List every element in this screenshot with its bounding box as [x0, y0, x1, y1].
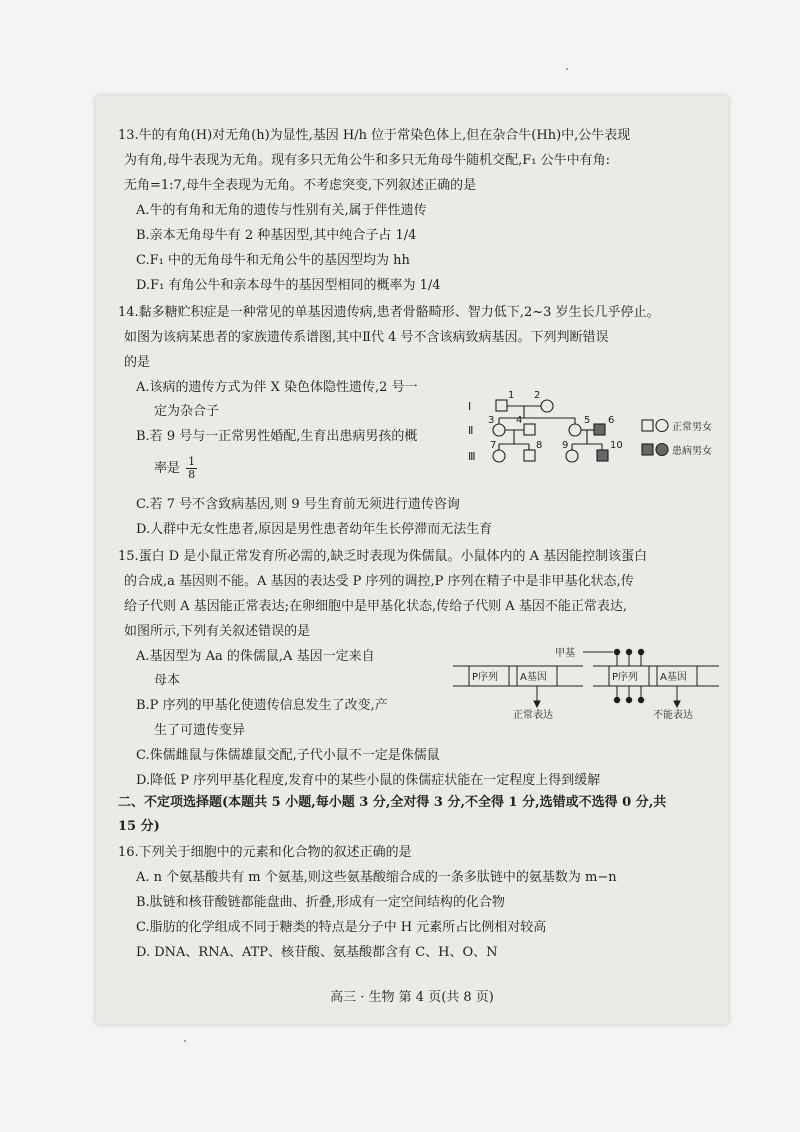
- q14-option-a-2: 定为杂合子: [154, 404, 220, 419]
- ped-4-normal-male: [524, 424, 535, 435]
- legend-affected-female: [656, 444, 668, 456]
- q14-option-a-1: A.该病的遗传方式为伴 X 染色体隐性遗传,2 号一: [136, 380, 418, 395]
- q14-option-b-2: [154, 456, 197, 481]
- speck: [566, 68, 568, 70]
- methyl-group: [626, 697, 632, 703]
- exam-page: [96, 96, 728, 1024]
- ped-number-5: 5: [584, 415, 591, 426]
- p-sequence-label: P序列: [472, 672, 499, 683]
- ped-8-normal-male: [524, 450, 535, 461]
- generation-label-3: Ⅲ: [468, 450, 476, 463]
- ped-number-8: 8: [536, 440, 543, 451]
- methyl-label: 甲基: [555, 648, 575, 659]
- q13-stem-3: 无角=1:7,母牛全表现为无角。不考虑突变,下列叙述正确的是: [124, 178, 477, 193]
- q15-option-d: D.降低 P 序列甲基化程度,发育中的某些小鼠的侏儒症状能在一定程度上得到缓解: [136, 773, 601, 788]
- ped-5-normal-female: [569, 424, 581, 436]
- legend-affected-label: 患病男女: [672, 446, 712, 457]
- speck: [184, 1040, 186, 1042]
- q16-option-b: B.肽链和核苷酸链都能盘曲、折叠,形成有一定空间结构的化合物: [136, 895, 505, 910]
- ped-number-7: 7: [490, 440, 497, 451]
- q15-option-c: C.侏儒雌鼠与侏儒雄鼠交配,子代小鼠不一定是侏儒鼠: [136, 748, 440, 763]
- q15-stem-1: 15.蛋白 D 是小鼠正常发育所必需的,缺乏时表现为侏儒鼠。小鼠体内的 A 基因能控制该蛋白: [118, 549, 648, 564]
- q13-stem-2: 为有角,母牛表现为无角。现有多只无角公牛和多只无角母牛随机交配,F₁ 公牛中有角:: [124, 153, 611, 168]
- a-gene-label: A基因: [660, 672, 687, 683]
- methylation-diagram: [451, 644, 721, 720]
- q15-option-b-2: 生了可遗传变异: [154, 723, 246, 738]
- a-gene-label: A基因: [520, 672, 547, 683]
- legend-normal-label: 正常男女: [672, 422, 712, 433]
- arrow-head: [534, 701, 540, 707]
- q15-stem-4: 如图所示,下列有关叙述错误的是: [124, 624, 311, 639]
- ped-number-9: 9: [562, 440, 569, 451]
- section-2-heading-2: 15 分): [118, 819, 160, 834]
- q14-option-d: D.人群中无女性患者,原因是男性患者幼年生长停滞而无法生育: [136, 522, 493, 537]
- methyl-group: [614, 649, 620, 655]
- methyl-group: [638, 649, 644, 655]
- q14-option-b-prefix: 率是: [154, 461, 181, 476]
- q15-stem-2: 的合成,a 基因则不能。A 基因的表达受 P 序列的调控,P 序列在精子中是非甲基化状态,传: [124, 574, 634, 589]
- q13-stem-1: 13.牛的有角(H)对无角(h)为显性,基因 H/h 位于常染色体上,但在杂合牛(Hh)中,公牛表现: [118, 128, 631, 143]
- q14-stem-2: 如图为该病某患者的家族遗传系谱图,其中Ⅱ代 4 号不含该病致病基因。下列判断错误: [124, 330, 609, 345]
- q16-option-c: C.脂肪的化学组成不同于糖类的特点是分子中 H 元素所占比例相对较高: [136, 920, 547, 935]
- q13-option-b: B.亲本无角母牛有 2 种基因型,其中纯合子占 1/4: [136, 228, 417, 243]
- q15-option-a-1: A.基因型为 Aa 的侏儒鼠,A 基因一定来自: [136, 649, 375, 664]
- ped-7-normal-female: [493, 450, 505, 462]
- ped-number-6: 6: [608, 415, 615, 426]
- q13-option-a: A.牛的有角和无角的遗传与性别有关,属于伴性遗传: [136, 203, 427, 218]
- ped-number-1: 1: [508, 390, 515, 401]
- generation-label-2: Ⅱ: [468, 424, 474, 437]
- ped-3-normal-female: [493, 424, 505, 436]
- ped-1-normal-male: [496, 400, 507, 411]
- section-2-heading-1: 二、不定项选择题(本题共 5 小题,每小题 3 分,全对得 3 分,不全得 1 分,选错或不选得 0 分,共: [118, 795, 667, 810]
- ped-number-2: 2: [534, 390, 541, 401]
- p-sequence-label: P序列: [612, 672, 639, 683]
- q14-option-c: C.若 7 号不含致病基因,则 9 号生育前无须进行遗传咨询: [136, 497, 460, 512]
- arrow-head: [674, 701, 680, 707]
- q16-stem: 16.下列关于细胞中的元素和化合物的叙述正确的是: [118, 845, 412, 860]
- legend-affected-male: [642, 444, 653, 455]
- ped-2-normal-female: [541, 400, 553, 412]
- methyl-group: [626, 649, 632, 655]
- q13-option-c: C.F₁ 中的无角母牛和无角公牛的基因型均为 hh: [136, 253, 410, 268]
- ped-10-affected-male: [597, 450, 608, 461]
- ped-number-4: 4: [516, 415, 523, 426]
- q15-option-b-1: B.P 序列的甲基化使遗传信息发生了改变,产: [136, 698, 388, 713]
- pedigree-chart: [466, 378, 716, 488]
- ped-9-normal-female: [566, 450, 578, 462]
- fraction: [186, 456, 197, 481]
- q14-stem-3: 的是: [124, 355, 151, 370]
- ped-6-affected-male: [594, 424, 605, 435]
- page-footer: 高三 · 生物 第 4 页(共 8 页): [330, 990, 494, 1005]
- legend-normal-male: [642, 420, 653, 431]
- q13-option-d: D.F₁ 有角公牛和亲本母牛的基因型相同的概率为 1/4: [136, 278, 441, 293]
- fraction-denominator: 8: [188, 468, 196, 481]
- no-expression-label: 不能表达: [653, 710, 693, 720]
- q16-option-a: A. n 个氨基酸共有 m 个氨基,则这些氨基酸缩合成的一条多肽链中的氨基数为 m−n: [136, 870, 617, 885]
- methyl-group: [614, 697, 620, 703]
- q15-stem-3: 给子代则 A 基因能正常表达;在卵细胞中是甲基化状态,传给子代则 A 基因不能正常表达,: [124, 599, 627, 614]
- methyl-group: [638, 697, 644, 703]
- q14-option-b-1: B.若 9 号与一正常男性婚配,生育出患病男孩的概: [136, 429, 418, 444]
- ped-number-10: 10: [610, 440, 623, 451]
- q16-option-d: D. DNA、RNA、ATP、核苷酸、氨基酸都含有 C、H、O、N: [136, 945, 498, 960]
- ped-number-3: 3: [488, 415, 495, 426]
- q15-option-a-2: 母本: [154, 673, 181, 688]
- q14-stem-1: 14.黏多糖贮积症是一种常见的单基因遗传病,患者骨骼畸形、智力低下,2~3 岁生长几乎停止。: [118, 305, 660, 320]
- normal-expression-label: 正常表达: [513, 710, 553, 720]
- fraction-numerator: 1: [188, 455, 196, 468]
- generation-label-1: I: [468, 400, 472, 413]
- legend-normal-female: [656, 420, 668, 432]
